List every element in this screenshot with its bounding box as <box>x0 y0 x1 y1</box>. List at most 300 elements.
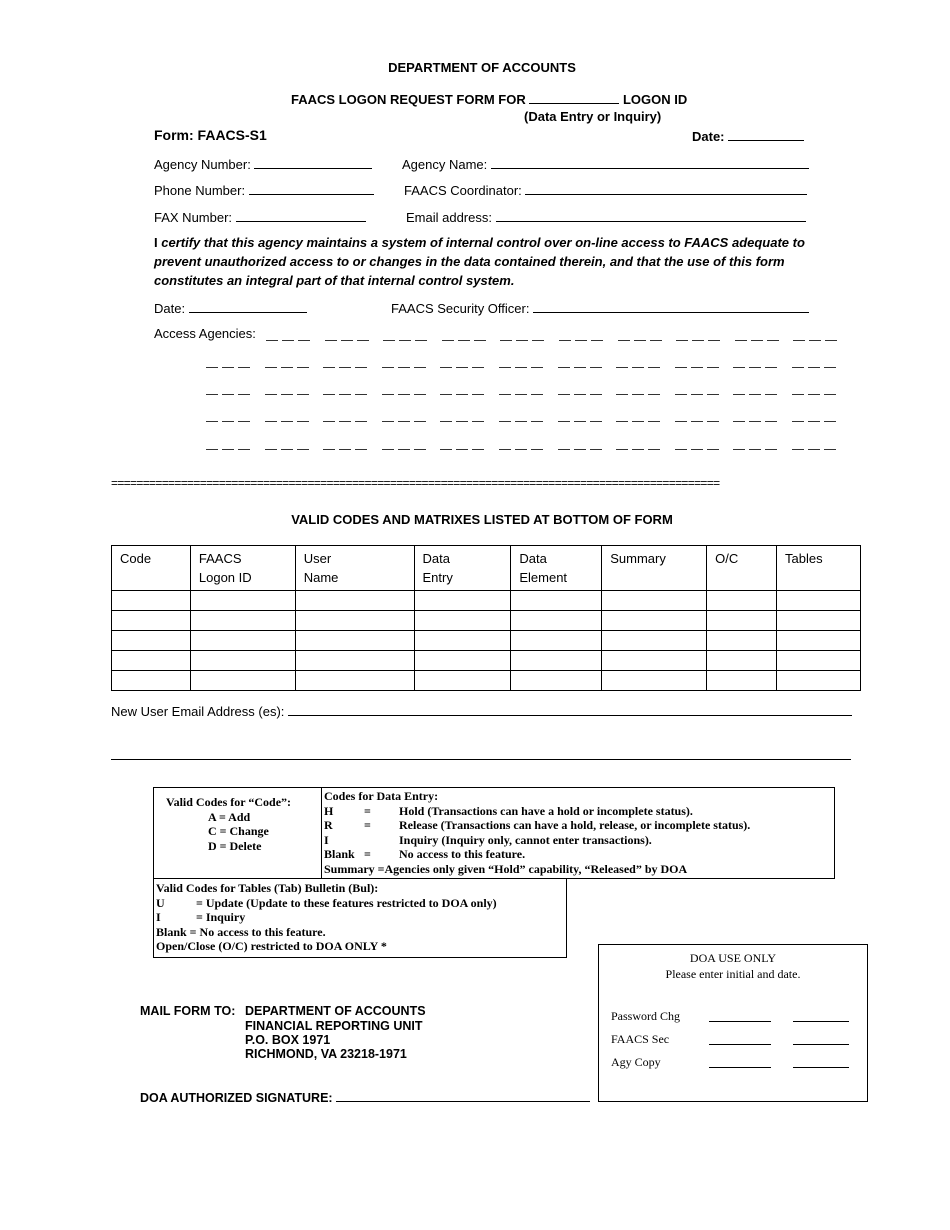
agency-code-dash[interactable] <box>558 449 570 450</box>
agency-code-dash[interactable] <box>382 449 394 450</box>
table-row <box>112 651 861 671</box>
agency-code-dash[interactable] <box>575 340 587 341</box>
table-row <box>112 631 861 651</box>
agency-code-dash[interactable] <box>222 421 234 422</box>
phone-number-label: Phone Number: <box>154 183 246 198</box>
tables-code-oc: Open/Close (O/C) restricted to DOA ONLY * <box>156 939 387 953</box>
agency-code-dash[interactable] <box>808 421 820 422</box>
table-cell[interactable] <box>112 611 191 631</box>
agency-code-dash[interactable] <box>648 367 660 368</box>
data-entry-code-i: I Inquiry (Inquiry only, cannot enter transactions). <box>324 832 652 847</box>
agency-code-dash[interactable] <box>531 394 543 395</box>
mail-label: MAIL FORM TO: <box>140 1004 236 1018</box>
agency-code-dash[interactable] <box>297 449 309 450</box>
valid-codes-box <box>153 787 322 879</box>
agency-code-dash[interactable] <box>222 367 234 368</box>
agency-code-dash[interactable] <box>824 367 836 368</box>
doa-row-password: Password Chg <box>611 1009 681 1023</box>
phone-number-row <box>154 182 374 198</box>
new-user-email-label: New User Email Address (es): <box>111 704 285 719</box>
agency-code-dash[interactable] <box>399 340 411 341</box>
agency-code-dash[interactable] <box>472 449 484 450</box>
agency-code-dash[interactable] <box>648 394 660 395</box>
agency-code-dash[interactable] <box>793 340 805 341</box>
agency-code-dash[interactable] <box>265 421 277 422</box>
agency-code-dash[interactable] <box>265 394 277 395</box>
agency-code-dash[interactable] <box>792 367 804 368</box>
agency-code-dash[interactable] <box>675 449 687 450</box>
certification-line-2: prevent unauthorized access to or changes in the data contained therein, and that the use of this form <box>154 254 785 269</box>
agency-code-dash[interactable] <box>590 367 602 368</box>
agency-code-dash[interactable] <box>298 340 310 341</box>
table-cell[interactable] <box>777 651 861 671</box>
table-row <box>112 671 861 691</box>
agency-code-dash[interactable] <box>707 449 719 450</box>
certification-line-3: constitutes an integral part of that internal control system. <box>154 273 515 288</box>
security-officer-row <box>391 300 809 316</box>
agency-code-dash[interactable] <box>206 449 218 450</box>
agency-code-dash[interactable] <box>339 449 351 450</box>
table-cell[interactable] <box>295 591 414 611</box>
agency-code-dash[interactable] <box>765 367 777 368</box>
agency-code-dash[interactable] <box>323 421 335 422</box>
fax-number-field[interactable] <box>236 209 366 222</box>
mail-line-4: RICHMOND, VA 23218-1971 <box>245 1047 407 1061</box>
agency-code-dash[interactable] <box>472 394 484 395</box>
doa-use-subtitle: Please enter initial and date. <box>665 967 801 981</box>
certification-lead: I <box>154 235 158 250</box>
col-tables-header: Tables <box>777 546 861 591</box>
agency-code-dash[interactable] <box>238 449 250 450</box>
agency-code-dash[interactable] <box>398 394 410 395</box>
agency-code-dash[interactable] <box>339 367 351 368</box>
agency-code-dash[interactable] <box>440 449 452 450</box>
agency-code-dash[interactable] <box>616 367 628 368</box>
new-user-email-field[interactable] <box>288 703 852 716</box>
agency-code-dash[interactable] <box>382 367 394 368</box>
data-entry-codes-title: Codes for Data Entry: <box>324 789 439 803</box>
agency-code-dash[interactable] <box>558 367 570 368</box>
agency-code-dash[interactable] <box>808 449 820 450</box>
agency-code-dash[interactable] <box>749 394 761 395</box>
faacs-coordinator-label: FAACS Coordinator: <box>404 183 522 198</box>
agency-code-dash[interactable] <box>414 421 426 422</box>
agency-code-dash[interactable] <box>574 367 586 368</box>
agency-code-dash[interactable] <box>733 394 745 395</box>
agency-code-dash[interactable] <box>751 340 763 341</box>
agency-code-dash[interactable] <box>590 421 602 422</box>
agency-code-dash[interactable] <box>222 394 234 395</box>
form-id: Form: FAACS-S1 <box>154 127 267 143</box>
request-table <box>111 545 861 691</box>
table-cell[interactable] <box>707 611 777 631</box>
table-cell[interactable] <box>707 651 777 671</box>
header-date <box>692 128 804 144</box>
agency-code-dash[interactable] <box>691 367 703 368</box>
doa-faacs-initial[interactable] <box>709 1044 771 1045</box>
agency-code-dash[interactable] <box>499 421 511 422</box>
agency-code-dash[interactable] <box>809 340 821 341</box>
agency-code-dash[interactable] <box>648 449 660 450</box>
table-cell[interactable] <box>414 591 511 611</box>
mail-line-3: P.O. BOX 1971 <box>245 1033 331 1047</box>
agency-code-dash[interactable] <box>792 449 804 450</box>
fax-number-row <box>154 209 366 225</box>
agency-number-label: Agency Number: <box>154 157 251 172</box>
table-cell[interactable] <box>511 651 602 671</box>
agency-code-dash[interactable] <box>692 340 704 341</box>
doa-use-title: DOA USE ONLY <box>689 951 777 965</box>
table-cell[interactable] <box>112 631 191 651</box>
table-cell[interactable] <box>112 591 191 611</box>
request-subtitle: (Data Entry or Inquiry) <box>524 109 662 124</box>
agency-code-dash[interactable] <box>440 367 452 368</box>
certification-text-1: certify that this agency maintains a system of internal control over on-line access to FAACS adequate to <box>161 235 805 250</box>
signoff-date-field[interactable] <box>189 300 307 313</box>
table-cell[interactable] <box>190 651 295 671</box>
agency-code-dash[interactable] <box>206 421 218 422</box>
agency-code-dash[interactable] <box>355 394 367 395</box>
agency-code-dash[interactable] <box>632 367 644 368</box>
agency-code-dash[interactable] <box>297 367 309 368</box>
agency-code-dash[interactable] <box>282 340 294 341</box>
fax-number-label: FAX Number: <box>154 210 233 225</box>
table-cell[interactable] <box>777 671 861 691</box>
data-entry-codes-box <box>321 787 835 879</box>
agency-code-dash[interactable] <box>398 421 410 422</box>
doa-use-box <box>598 944 868 1102</box>
agency-code-dash[interactable] <box>691 449 703 450</box>
faacs-coordinator-field[interactable] <box>525 182 807 195</box>
doa-password-date[interactable] <box>793 1021 849 1022</box>
agency-code-dash[interactable] <box>339 394 351 395</box>
agency-code-dash[interactable] <box>590 394 602 395</box>
divider-line <box>111 759 851 760</box>
request-title <box>291 91 687 107</box>
table-cell[interactable] <box>414 651 511 671</box>
agency-code-dash[interactable] <box>297 394 309 395</box>
agency-code-dash[interactable] <box>515 394 527 395</box>
agency-code-dash[interactable] <box>632 449 644 450</box>
table-cell[interactable] <box>414 671 511 691</box>
agency-code-dash[interactable] <box>707 421 719 422</box>
signature-field[interactable] <box>336 1089 590 1102</box>
agency-code-dash[interactable] <box>792 394 804 395</box>
table-row <box>112 591 861 611</box>
table-cell[interactable] <box>414 631 511 651</box>
doa-row-faacs-sec: FAACS Sec <box>611 1032 670 1046</box>
agency-code-dash[interactable] <box>531 367 543 368</box>
agency-code-dash[interactable] <box>616 394 628 395</box>
agency-code-dash[interactable] <box>456 421 468 422</box>
agency-code-dash[interactable] <box>515 367 527 368</box>
agency-code-dash[interactable] <box>531 421 543 422</box>
agency-code-dash[interactable] <box>691 394 703 395</box>
department-title: DEPARTMENT OF ACCOUNTS <box>388 60 576 75</box>
agency-code-dash[interactable] <box>616 449 628 450</box>
agency-code-dash[interactable] <box>749 367 761 368</box>
table-cell[interactable] <box>602 651 707 671</box>
agency-code-dash[interactable] <box>281 421 293 422</box>
agency-code-dash[interactable] <box>414 394 426 395</box>
agency-number-field[interactable] <box>254 156 372 169</box>
doa-row-agy-copy: Agy Copy <box>611 1055 661 1069</box>
agency-code-dash[interactable] <box>735 340 747 341</box>
table-cell[interactable] <box>295 671 414 691</box>
agency-code-dash[interactable] <box>733 367 745 368</box>
agency-code-dash[interactable] <box>206 394 218 395</box>
email-address-label: Email address: <box>406 210 492 225</box>
agency-number-row <box>154 156 372 172</box>
table-cell[interactable] <box>295 631 414 651</box>
signoff-date-label: Date: <box>154 301 186 316</box>
agency-name-field[interactable] <box>491 156 809 169</box>
agency-code-dash[interactable] <box>532 340 544 341</box>
data-entry-code-r: R = Release (Transactions can have a hold, release, or incomplete status). <box>324 818 751 832</box>
logon-id-blank[interactable] <box>529 91 619 104</box>
table-cell[interactable] <box>602 631 707 651</box>
mail-line-2: FINANCIAL REPORTING UNIT <box>245 1019 423 1033</box>
header-date-label: Date: <box>692 129 725 144</box>
agency-code-dash[interactable] <box>632 421 644 422</box>
table-cell[interactable] <box>511 631 602 651</box>
agency-code-dash[interactable] <box>499 367 511 368</box>
agency-code-dash[interactable] <box>440 394 452 395</box>
agency-code-dash[interactable] <box>574 394 586 395</box>
request-title-suffix: LOGON ID <box>622 92 688 107</box>
valid-code-change: C = Change <box>208 824 269 838</box>
agency-code-dash[interactable] <box>516 340 528 341</box>
agency-code-dash[interactable] <box>749 421 761 422</box>
col-oc-header: O/C <box>707 546 777 591</box>
agency-code-dash[interactable] <box>458 340 470 341</box>
agency-code-dash[interactable] <box>341 340 353 341</box>
phone-number-field[interactable] <box>249 182 374 195</box>
mail-line-1: DEPARTMENT OF ACCOUNTS <box>245 1004 426 1018</box>
tables-codes-box <box>153 878 567 958</box>
table-cell[interactable] <box>511 591 602 611</box>
table-cell[interactable] <box>602 671 707 691</box>
agency-code-dash[interactable] <box>472 367 484 368</box>
new-user-email-row <box>111 703 852 719</box>
col-code-header: Code <box>112 546 191 591</box>
agency-code-dash[interactable] <box>733 421 745 422</box>
agency-code-dash[interactable] <box>265 367 277 368</box>
agency-code-dash[interactable] <box>323 394 335 395</box>
agency-code-dash[interactable] <box>707 367 719 368</box>
signoff-date-row <box>154 300 307 316</box>
separator-line: ================================================================================================ <box>111 476 720 490</box>
agency-code-dash[interactable] <box>515 449 527 450</box>
agency-code-dash[interactable] <box>675 421 687 422</box>
col-faacs-logon-header: FAACS Logon ID <box>190 546 295 591</box>
data-entry-code-blank: Blank = No access to this feature. <box>324 847 526 861</box>
agency-code-dash[interactable] <box>281 449 293 450</box>
agency-code-dash[interactable] <box>616 421 628 422</box>
agency-code-dash[interactable] <box>618 340 630 341</box>
email-address-field[interactable] <box>496 209 806 222</box>
table-cell[interactable] <box>777 591 861 611</box>
agency-code-dash[interactable] <box>675 367 687 368</box>
agency-code-dash[interactable] <box>824 421 836 422</box>
agency-name-row <box>402 156 809 172</box>
table-cell[interactable] <box>707 591 777 611</box>
agency-code-dash[interactable] <box>675 394 687 395</box>
table-cell[interactable] <box>707 631 777 651</box>
agency-code-dash[interactable] <box>808 394 820 395</box>
agency-code-dash[interactable] <box>339 421 351 422</box>
agency-code-dash[interactable] <box>765 394 777 395</box>
table-cell[interactable] <box>511 611 602 631</box>
security-officer-label: FAACS Security Officer: <box>391 301 530 316</box>
agency-code-dash[interactable] <box>297 421 309 422</box>
agency-code-dash[interactable] <box>574 449 586 450</box>
table-header-row <box>112 546 861 591</box>
agency-code-dash[interactable] <box>531 449 543 450</box>
agency-code-dash[interactable] <box>500 340 512 341</box>
table-cell[interactable] <box>112 651 191 671</box>
valid-code-delete: D = Delete <box>208 838 262 853</box>
agency-code-dash[interactable] <box>265 449 277 450</box>
agency-code-dash[interactable] <box>708 340 720 341</box>
agency-code-dash[interactable] <box>749 449 761 450</box>
agency-code-dash[interactable] <box>824 449 836 450</box>
agency-code-dash[interactable] <box>398 367 410 368</box>
doa-password-initial[interactable] <box>709 1021 771 1022</box>
agency-code-dash[interactable] <box>499 449 511 450</box>
table-cell[interactable] <box>190 591 295 611</box>
agency-code-dash[interactable] <box>648 421 660 422</box>
agency-code-dash[interactable] <box>456 449 468 450</box>
agency-code-dash[interactable] <box>414 367 426 368</box>
agency-code-dash[interactable] <box>266 340 278 341</box>
agency-code-dash[interactable] <box>825 340 837 341</box>
agency-code-dash[interactable] <box>355 449 367 450</box>
doa-faacs-date[interactable] <box>793 1044 849 1045</box>
agency-code-dash[interactable] <box>574 421 586 422</box>
agency-name-label: Agency Name: <box>402 157 488 172</box>
doa-agy-initial[interactable] <box>709 1067 771 1068</box>
agency-code-dash[interactable] <box>325 340 337 341</box>
agency-code-dash[interactable] <box>499 394 511 395</box>
agency-code-dash[interactable] <box>590 449 602 450</box>
agency-code-dash[interactable] <box>238 394 250 395</box>
agency-code-dash[interactable] <box>792 421 804 422</box>
tables-code-blank: Blank = No access to this feature. <box>156 924 326 939</box>
security-officer-field[interactable] <box>533 300 809 313</box>
agency-code-dash[interactable] <box>355 367 367 368</box>
agency-code-dash[interactable] <box>323 367 335 368</box>
certification-line-1 <box>154 235 805 250</box>
request-title-prefix: FAACS LOGON REQUEST FORM FOR <box>291 92 526 107</box>
agency-code-dash[interactable] <box>238 421 250 422</box>
table-cell[interactable] <box>777 611 861 631</box>
table-row <box>112 611 861 631</box>
table-cell[interactable] <box>602 591 707 611</box>
agency-code-dash[interactable] <box>558 421 570 422</box>
agency-code-dash[interactable] <box>398 449 410 450</box>
tables-code-u: U = Update (Update to these features restricted to DOA only) <box>156 895 497 910</box>
tables-code-i: I = Inquiry <box>156 910 246 924</box>
table-cell[interactable] <box>190 671 295 691</box>
signature-label: DOA AUTHORIZED SIGNATURE: <box>140 1091 333 1105</box>
agency-code-dash[interactable] <box>281 394 293 395</box>
table-cell[interactable] <box>414 611 511 631</box>
table-cell[interactable] <box>707 671 777 691</box>
agency-code-dash[interactable] <box>383 340 395 341</box>
agency-code-dash[interactable] <box>323 449 335 450</box>
agency-code-dash[interactable] <box>456 394 468 395</box>
agency-code-dash[interactable] <box>767 340 779 341</box>
col-user-name-header: User Name <box>295 546 414 591</box>
email-address-row <box>406 209 806 225</box>
agency-code-dash[interactable] <box>558 394 570 395</box>
faacs-coordinator-row <box>404 182 807 198</box>
agency-code-dash[interactable] <box>222 449 234 450</box>
agency-code-dash[interactable] <box>765 421 777 422</box>
agency-code-dash[interactable] <box>382 394 394 395</box>
agency-code-dash[interactable] <box>634 340 646 341</box>
agency-code-dash[interactable] <box>824 394 836 395</box>
table-cell[interactable] <box>295 611 414 631</box>
agency-code-dash[interactable] <box>415 340 427 341</box>
agency-code-dash[interactable] <box>676 340 688 341</box>
table-cell[interactable] <box>777 631 861 651</box>
table-cell[interactable] <box>602 611 707 631</box>
agency-code-dash[interactable] <box>382 421 394 422</box>
agency-code-dash[interactable] <box>808 367 820 368</box>
agency-code-dash[interactable] <box>456 367 468 368</box>
agency-code-dash[interactable] <box>206 367 218 368</box>
table-cell[interactable] <box>112 671 191 691</box>
table-cell[interactable] <box>190 631 295 651</box>
agency-code-dash[interactable] <box>357 340 369 341</box>
agency-code-dash[interactable] <box>765 449 777 450</box>
tables-codes-title: Valid Codes for Tables (Tab) Bulletin (Bul): <box>156 881 379 895</box>
signature-row <box>140 1089 590 1105</box>
agency-code-dash[interactable] <box>414 449 426 450</box>
col-data-element-header: Data Element <box>511 546 602 591</box>
agency-code-dash[interactable] <box>474 340 486 341</box>
data-entry-summary: Summary =Agencies only given “Hold” capability, “Released” by DOA <box>324 861 688 876</box>
table-cell[interactable] <box>511 671 602 691</box>
agency-code-dash[interactable] <box>707 394 719 395</box>
agency-code-dash[interactable] <box>733 449 745 450</box>
codes-heading: VALID CODES AND MATRIXES LISTED AT BOTTOM OF FORM <box>291 512 673 527</box>
agency-code-dash[interactable] <box>472 421 484 422</box>
doa-agy-date[interactable] <box>793 1067 849 1068</box>
agency-code-dash[interactable] <box>691 421 703 422</box>
agency-code-dash[interactable] <box>440 421 452 422</box>
agency-code-dash[interactable] <box>632 394 644 395</box>
agency-code-dash[interactable] <box>355 421 367 422</box>
table-cell[interactable] <box>295 651 414 671</box>
agency-code-dash[interactable] <box>559 340 571 341</box>
valid-code-add: A = Add <box>208 809 251 824</box>
agency-code-dash[interactable] <box>591 340 603 341</box>
agency-code-dash[interactable] <box>238 367 250 368</box>
col-data-entry-header: Data Entry <box>414 546 511 591</box>
col-summary-header: Summary <box>602 546 707 591</box>
valid-codes-title: Valid Codes for “Code”: <box>166 795 292 809</box>
agency-code-dash[interactable] <box>650 340 662 341</box>
data-entry-code-h: H = Hold (Transactions can have a hold or incomplete status). <box>324 803 693 818</box>
header-date-field[interactable] <box>728 128 804 141</box>
table-cell[interactable] <box>190 611 295 631</box>
agency-code-dash[interactable] <box>515 421 527 422</box>
agency-code-dash[interactable] <box>281 367 293 368</box>
agency-code-dash[interactable] <box>442 340 454 341</box>
